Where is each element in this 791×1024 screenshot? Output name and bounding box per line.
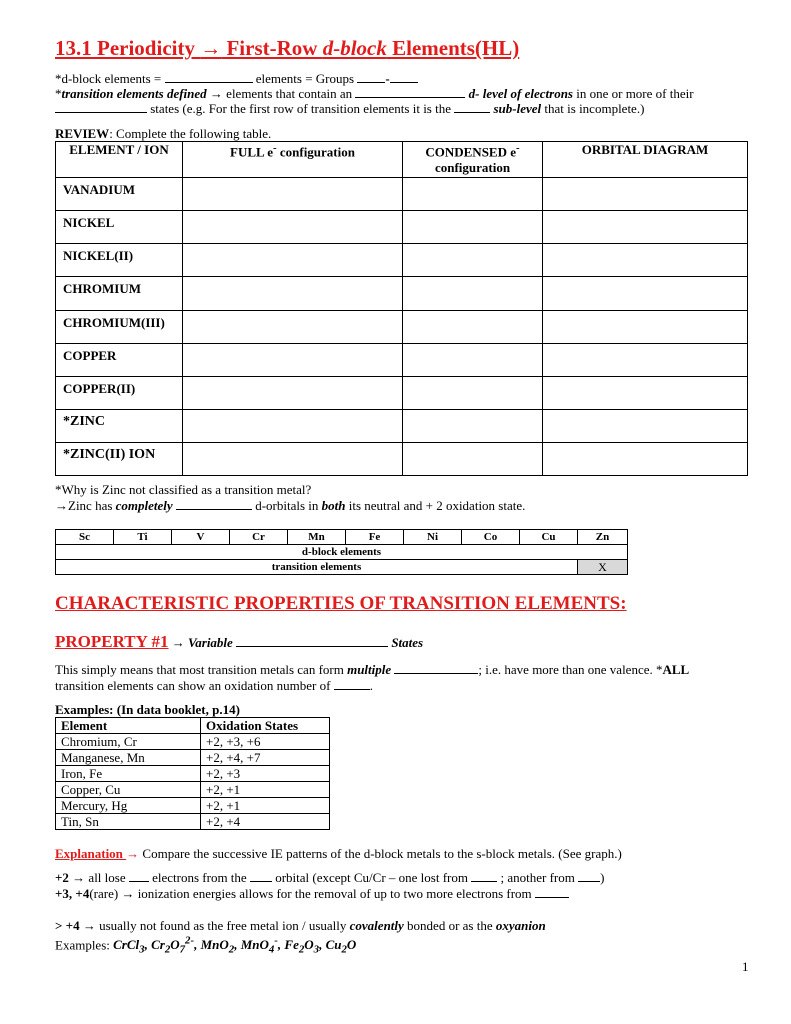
answer-cell[interactable] <box>183 311 403 344</box>
table-row: NICKEL <box>56 211 748 244</box>
blank-field[interactable] <box>454 101 490 113</box>
answer-cell[interactable] <box>403 311 543 344</box>
element-row-table <box>55 529 628 575</box>
configuration-table <box>55 141 748 476</box>
blank-field[interactable] <box>355 86 465 98</box>
answer-cell[interactable] <box>403 178 543 211</box>
answer-cell[interactable] <box>183 211 403 244</box>
element-cell: Fe <box>346 530 404 545</box>
para-1-line-2: transition elements can show an oxidation number of . <box>55 678 373 693</box>
element-cell: Ni <box>404 530 462 545</box>
table-row: Manganese, Mn +2, +4, +7 <box>56 750 330 766</box>
page-number: 1 <box>742 959 749 974</box>
header-oxidation-states: Oxidation States <box>201 718 330 734</box>
title-part-d: Elements(HL) <box>386 36 520 60</box>
table-row: *ZINC <box>56 410 748 443</box>
answer-cell[interactable] <box>183 277 403 311</box>
table-row: NICKEL(II) <box>56 244 748 277</box>
element-cell: V <box>172 530 230 545</box>
element-cell: Co <box>462 530 520 545</box>
blank-field[interactable] <box>236 635 388 647</box>
intro-line-2: *transition elements defined → elements that contain an d- level of electrons in one or more of their <box>55 86 694 101</box>
formula-list: CrCl$_3$, $Cr_2O_7^{2-}$, MnO$_2$, MnO$_4$-, $Fe_2O_3$, $Cu_2O$ <box>113 935 357 956</box>
element-cell: Zn <box>578 530 628 545</box>
table-row: VANADIUM <box>56 178 748 211</box>
answer-cell[interactable] <box>543 410 748 443</box>
zinc-excluded-mark: X <box>578 560 628 575</box>
para-1-line-1: This simply means that most transition metals can form multiple ; i.e. have more than one valence. *ALL <box>55 662 690 677</box>
answer-cell[interactable] <box>543 377 748 410</box>
intro-line-1: *d-block elements = elements = Groups - <box>55 71 418 86</box>
answer-cell[interactable] <box>543 443 748 476</box>
zinc-question: *Why is Zinc not classified as a transition metal? <box>55 482 312 497</box>
zinc-answer: →Zinc has completely d-orbitals in both its neutral and + 2 oxidation state. <box>55 498 526 513</box>
explanation-line: Explanation → Compare the successive IE patterns of the d-block metals to the s-block metals. (See graph.) <box>55 846 622 861</box>
review-line: REVIEW: Complete the following table. <box>55 126 272 141</box>
title-part-a: 13.1 Periodicity <box>55 36 201 60</box>
page-title <box>55 36 519 61</box>
answer-cell[interactable] <box>183 410 403 443</box>
header-element: Element <box>56 718 201 734</box>
blank-field[interactable] <box>394 662 478 674</box>
dblock-label: d-block elements <box>56 545 628 560</box>
blank-field[interactable] <box>55 101 147 113</box>
answer-cell[interactable] <box>183 443 403 476</box>
explanation-label: Explanation <box>55 846 127 861</box>
answer-cell[interactable] <box>183 244 403 277</box>
table-row: COPPER <box>56 344 748 377</box>
dblock-row <box>56 545 628 560</box>
blank-field[interactable] <box>176 498 252 510</box>
header-orbital-diagram: ORBITAL DIAGRAM <box>543 142 748 178</box>
table-row: CHROMIUM(III) <box>56 311 748 344</box>
answer-cell[interactable] <box>543 311 748 344</box>
element-cell: Sc <box>56 530 114 545</box>
property-1-heading: PROPERTY #1 → Variable States <box>55 632 424 651</box>
answer-cell[interactable] <box>543 244 748 277</box>
title-arrow: → <box>200 36 222 60</box>
answer-cell[interactable] <box>183 344 403 377</box>
answer-cell[interactable] <box>543 178 748 211</box>
oxidation-states-table <box>55 717 330 830</box>
blank-field[interactable] <box>165 71 253 83</box>
blank-field[interactable] <box>250 870 272 882</box>
table-row: Mercury, Hg +2, +1 <box>56 798 330 814</box>
table-row: *ZINC(II) ION <box>56 443 748 476</box>
review-label: REVIEW <box>55 126 110 141</box>
table-row: Iron, Fe +2, +3 <box>56 766 330 782</box>
section-heading: CHARACTERISTIC PROPERTIES OF TRANSITION ELEMENTS: <box>55 593 627 614</box>
answer-cell[interactable] <box>403 377 543 410</box>
answer-cell[interactable] <box>403 344 543 377</box>
answer-cell[interactable] <box>403 277 543 311</box>
element-cell: Cr <box>230 530 288 545</box>
blank-field[interactable] <box>390 71 418 83</box>
element-cell: Mn <box>288 530 346 545</box>
header-element: ELEMENT / ION <box>56 142 183 178</box>
title-part-c: d-block <box>322 36 387 60</box>
plus4-line: > +4 → usually not found as the free metal ion / usually covalently bonded or as the oxyanion <box>55 918 546 933</box>
blank-field[interactable] <box>334 678 370 690</box>
blank-field[interactable] <box>578 870 600 882</box>
blank-field[interactable] <box>535 886 569 898</box>
table-row: Chromium, Cr +2, +3, +6 <box>56 734 330 750</box>
table-row: Copper, Cu +2, +1 <box>56 782 330 798</box>
answer-cell[interactable] <box>183 377 403 410</box>
plus2-line: +2 → all lose electrons from the orbital (except Cu/Cr – one lost from ; another from ) <box>55 870 605 885</box>
answer-cell[interactable] <box>403 410 543 443</box>
property-label: PROPERTY #1 <box>55 632 169 651</box>
element-cell: Cu <box>520 530 578 545</box>
element-symbols-row <box>56 530 628 545</box>
header-full-config: FULL e- configuration <box>183 142 403 178</box>
title-part-b: First-Row <box>221 36 323 60</box>
table-row: CHROMIUM <box>56 277 748 311</box>
answer-cell[interactable] <box>543 277 748 311</box>
examples-2-line: Examples: CrCl$_3$, $Cr_2O_7^{2-}$, MnO$_2$, MnO$_4$-, $Fe_2O_3$, $Cu_2O$ <box>55 935 357 956</box>
transition-label: transition elements <box>56 560 578 575</box>
answer-cell[interactable] <box>543 211 748 244</box>
table-row: COPPER(II) <box>56 377 748 410</box>
answer-cell[interactable] <box>403 211 543 244</box>
table-row: Tin, Sn +2, +4 <box>56 814 330 830</box>
element-cell: Ti <box>114 530 172 545</box>
answer-cell[interactable] <box>403 443 543 476</box>
examples-label: Examples: (In data booklet, p.14) <box>55 702 240 717</box>
answer-cell[interactable] <box>403 244 543 277</box>
transition-row <box>56 560 628 575</box>
blank-field[interactable] <box>129 870 149 882</box>
blank-field[interactable] <box>357 71 385 83</box>
answer-cell[interactable] <box>183 178 403 211</box>
header-condensed-config: CONDENSED e- configuration <box>403 142 543 178</box>
plus34-line: +3, +4(rare) → ionization energies allows for the removal of up to two more electrons from <box>55 886 569 901</box>
table-header-row <box>56 718 330 734</box>
table-header-row <box>56 142 748 178</box>
blank-field[interactable] <box>471 870 497 882</box>
answer-cell[interactable] <box>543 344 748 377</box>
intro-line-3: states (e.g. For the first row of transition elements it is the sub-level that is incomplete.) <box>55 101 644 116</box>
